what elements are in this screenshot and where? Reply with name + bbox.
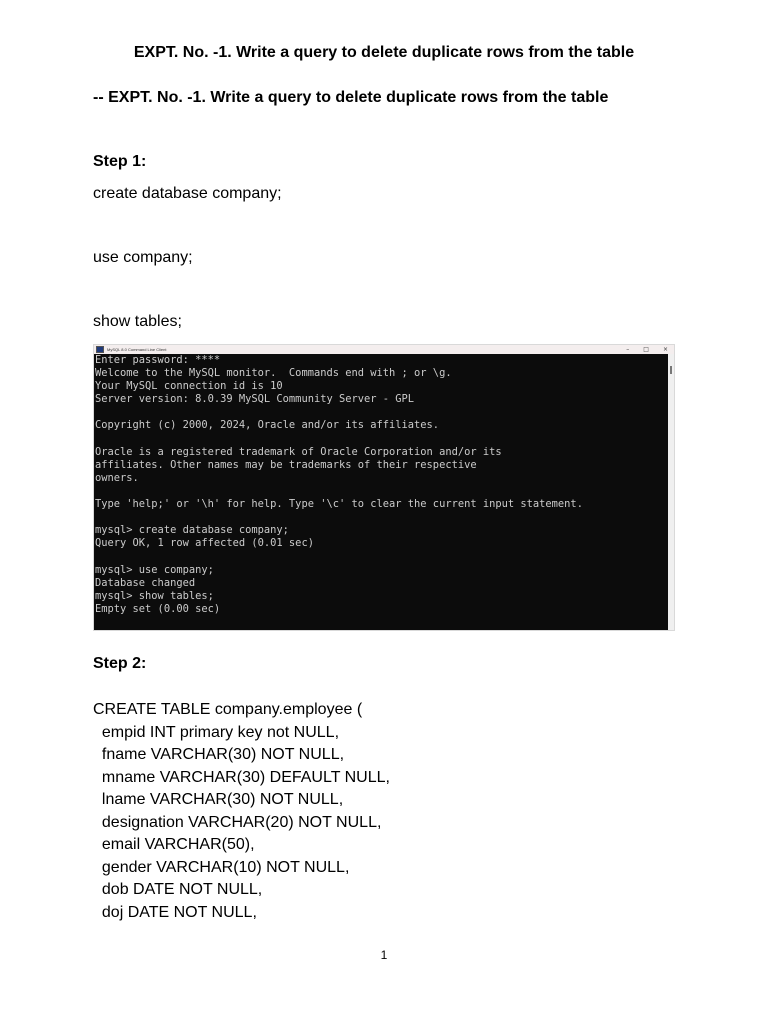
terminal-line: Database changed <box>95 576 196 589</box>
terminal-line: Server version: 8.0.39 MySQL Community Server - GPL <box>95 393 415 406</box>
terminal-line: Type 'help;' or '\h' for help. Type '\c' to clear the current input statement. <box>95 498 583 511</box>
minimize-icon: – <box>626 346 630 353</box>
terminal-line <box>95 485 667 498</box>
code-line: CREATE TABLE company.employee ( <box>93 701 363 718</box>
page-number: 1 <box>380 948 388 962</box>
code-line: lname VARCHAR(30) NOT NULL, <box>93 791 344 808</box>
code-line: email VARCHAR(50), <box>93 836 255 853</box>
terminal-line: mysql> create database company; <box>95 524 289 537</box>
close-icon: × <box>662 346 668 353</box>
maximize-icon: □ <box>643 346 649 353</box>
code-line: mname VARCHAR(30) DEFAULT NULL, <box>93 768 390 786</box>
comment-heading: -- EXPT. No. -1. Write a query to delete duplicate rows from the table <box>93 89 609 106</box>
terminal-line <box>95 511 667 524</box>
terminal-line: Oracle is a registered trademark of Oracle Corporation and/or its <box>95 445 502 458</box>
command-use-company: use company; <box>93 249 193 266</box>
terminal-line: Welcome to the MySQL monitor. Commands end with ; or \g. <box>95 367 452 380</box>
terminal-titlebar <box>94 345 674 354</box>
terminal-line <box>95 433 667 446</box>
terminal-line: Empty set (0.00 sec) <box>95 602 221 615</box>
terminal-line: Copyright (c) 2000, 2024, Oracle and/or its affiliates. <box>95 419 440 432</box>
terminal-window-controls <box>626 345 668 354</box>
terminal-scrollbar <box>668 354 674 630</box>
terminal-line: Your MySQL connection id is 10 <box>95 380 283 393</box>
terminal-line: owners. <box>95 471 139 484</box>
terminal-screenshot <box>93 344 675 631</box>
terminal-scroll-thumb <box>670 366 672 374</box>
command-show-tables: show tables; <box>93 313 182 330</box>
terminal-line: mysql> show tables; <box>95 589 214 602</box>
terminal-line: Query OK, 1 row affected (0.01 sec) <box>95 537 314 550</box>
terminal-line: affiliates. Other names may be trademarks of their respective <box>95 458 477 471</box>
document-title: EXPT. No. -1. Write a query to delete duplicate rows from the table <box>133 44 635 61</box>
command-create-database: create database company; <box>93 185 282 202</box>
terminal-line <box>95 550 667 563</box>
code-line: empid INT primary key not NULL, <box>93 723 340 741</box>
terminal-window-title: MySQL 8.0 Command Line Client <box>107 347 167 352</box>
terminal-line: mysql> use company; <box>95 563 214 576</box>
code-line: designation VARCHAR(20) NOT NULL, <box>93 813 382 831</box>
step2-label: Step 2: <box>93 655 147 672</box>
terminal-app-icon <box>96 346 104 353</box>
code-line: gender VARCHAR(10) NOT NULL, <box>93 858 350 876</box>
terminal-line <box>95 406 667 419</box>
terminal-output <box>95 354 667 616</box>
create-table-code <box>93 699 390 924</box>
step1-label: Step 1: <box>93 153 147 170</box>
terminal-line: Enter password: **** <box>95 354 221 366</box>
code-line: dob DATE NOT NULL, <box>93 881 263 898</box>
code-line: doj DATE NOT NULL, <box>93 903 257 921</box>
code-line: fname VARCHAR(30) NOT NULL, <box>93 746 345 763</box>
